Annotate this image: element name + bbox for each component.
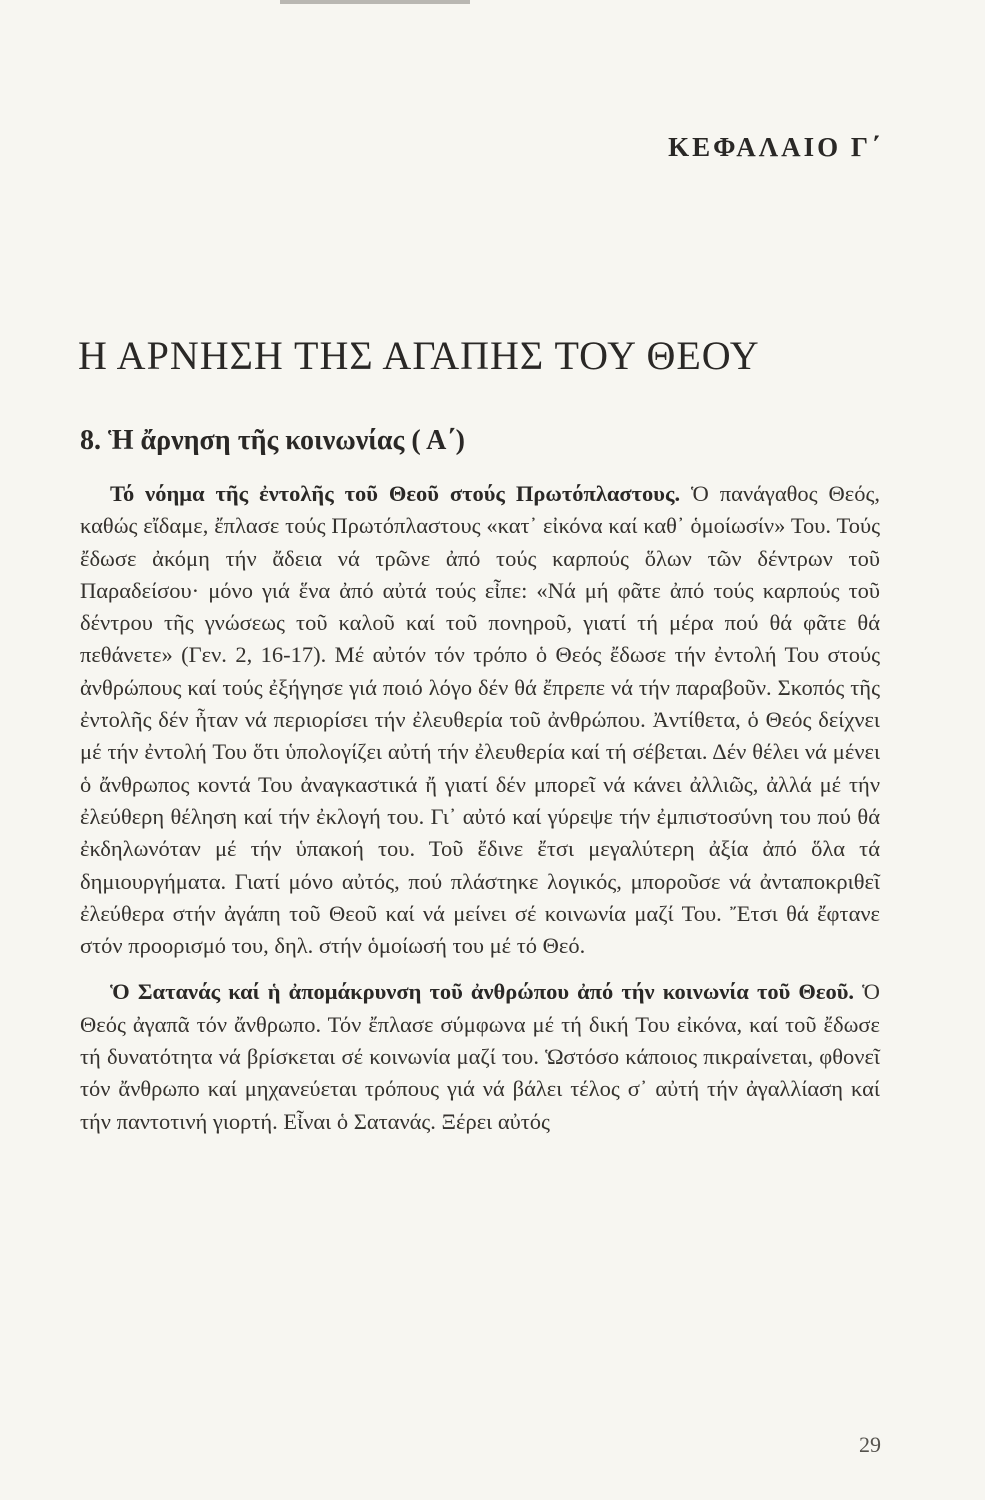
paragraph-1: [80, 478, 880, 962]
paragraph-1-text: Ὁ πανάγαθος Θεός, καθώς εἴδαμε, ἔπλασε τούς Πρωτόπλαστους «κατ᾽ εἰκόνα καί καθ᾽ ὁμοίωσίν» Του. Τούς ἔδωσε ἀκόμη τήν ἄδεια νά τρῶνε ἀπό τούς καρπούς ὅλων τῶν δέντρων τοῦ Παραδείσου· μόνο γιά ἕνα ἀπό αὐτά τούς εἶπε: «Νά μή φᾶτε ἀπό τούς καρπούς τοῦ δέντρου τῆς γνώσεως τοῦ καλοῦ καί τοῦ πονηροῦ, γιατί τή μέρα πού θά φᾶτε θά πεθάνετε» (Γεν. 2, 16-17). Μέ αὐτόν τόν τρόπο ὁ Θεός ἔδωσε τήν ἐντολή Του στούς ἀνθρώπους καί τούς ἐξήγησε γιά ποιό λόγο δέν θά ἔπρεπε νά τήν παραβοῦν. Σκοπός τῆς ἐντολῆς δέν ἦταν νά περιορίσει τήν ἐλευθερία τοῦ ἀνθρώπου. Ἀντίθετα, ὁ Θεός δείχνει μέ τήν ἐντολή Του ὅτι ὑπολογίζει αὐτή τήν ἐλευθερία καί τή σέβεται. Δέν θέλει νά μένει ὁ ἄνθρωπος κοντά Του ἀναγκαστικά ἤ γιατί δέν μπορεῖ νά κάνει ἀλλιῶς, ἀλλά μέ τήν ἐλεύθερη θέληση καί τήν ἐκλογή του. Γι᾽ αὐτό καί γύρεψε τήν ἐμπιστοσύνη του πού θά ἐκδηλωνόταν μέ τήν ὑπακοή του. Τοῦ ἔδινε ἔτσι μεγαλύτερη ἀξία ἀπό ὅλα τά δημιουργήματα. Γιατί μόνο αὐτός, πού πλάστηκε λογικός, μποροῦσε νά ἀνταποκριθεῖ ἐλεύθερα στήν ἀγάπη τοῦ Θεοῦ καί νά μείνει σέ κοινωνία μαζί Του. Ἔτσι θά ἔφτανε στόν προορισμό του, δηλ. στήν ὁμοίωσή του μέ τό Θεό.: [80, 481, 881, 959]
top-edge-artifact: [280, 0, 470, 4]
page-number: 29: [859, 1432, 881, 1457]
section-heading: 8. Ἡ ἄρνηση τῆς κοινωνίας ( Α΄): [80, 425, 465, 456]
body-text: [80, 478, 880, 1138]
paragraph-2-lead: Ὁ Σατανάς καί ἡ ἀπομάκρυνση τοῦ ἀνθρώπου ἀπό τήν κοινωνία τοῦ Θεοῦ.: [110, 979, 855, 1005]
paragraph-1-lead: Τό νόημα τῆς ἐντολῆς τοῦ Θεοῦ στούς Πρωτόπλαστους.: [110, 481, 681, 506]
paragraph-2: [80, 976, 880, 1137]
chapter-label: ΚΕΦΑΛΑΙΟ Γ΄: [668, 132, 883, 162]
page-title: Η ΑΡΝΗΣΗ ΤΗΣ ΑΓΑΠΗΣ ΤΟΥ ΘΕΟΥ: [78, 333, 760, 378]
paragraph-2-text: Ὁ Θεός ἀγαπᾶ τόν ἄνθρωπο. Τόν ἔπλασε σύμφωνα μέ τή δική Του εἰκόνα, καί τοῦ ἔδωσε τή δυνατότητα νά βρίσκεται σέ κοινωνία μαζί του. Ὡστόσο κάποιος πικραίνεται, φθονεῖ τόν ἄνθρωπο καί μηχανεύεται τρόπους γιά νά βάλει τέλος σ᾽ αὐτή τήν ἀγαλλίαση καί τήν παντοτινή γιορτή. Εἶναι ὁ Σατανάς. Ξέρει αὐτός: [80, 979, 880, 1134]
